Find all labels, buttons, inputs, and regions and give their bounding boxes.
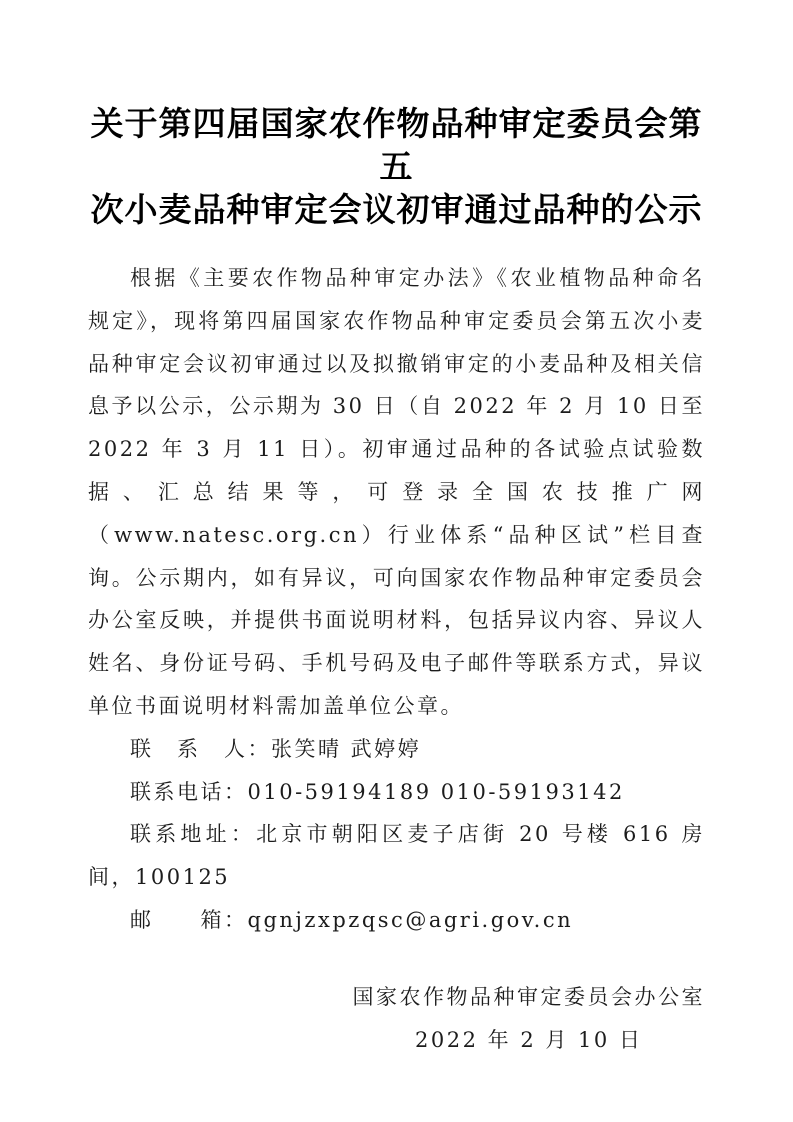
signature-office: 国家农作物品种审定委员会办公室 xyxy=(352,984,705,1009)
body-paragraph: 根据《主要农作物品种审定办法》《农业植物品种命名规定》，现将第四届国家农作物品种审定委员会第五次小麦品种审定会议初审通过以及拟撤销审定的小麦品种及相关信息予以公示，公示期为 30 日（自 2022 年 2 月 10 日至 2022 年 3 月 11 日）。初审通过品种的各试验点试验数据、汇总结果等，可登录全国农技推广网（www.natesc.org.cn）行业体系“品种区试”栏目查询。公示期内，如有异议，可向国家农作物品种审定委员会办公室反映，并提供书面说明材料，包括异议内容、异议人姓名、身份证号码、手机号码及电子邮件等联系方式，异议单位书面说明材料需加盖单位公章。 xyxy=(88,266,705,718)
contact-address-line: 联系地址：北京市朝阳区麦子店街 20 号楼 616 房间，100125 xyxy=(88,822,705,890)
title-line-1: 关于第四届国家农作物品种审定委员会第五 xyxy=(90,104,703,186)
signature-date: 2022 年 2 月 10 日 xyxy=(415,1027,643,1052)
contact-email-line: 邮 箱：qgnjzxpzqsc@agri.gov.cn xyxy=(130,907,574,932)
contact-phone-line: 联系电话：010-59194189 010-59193142 xyxy=(130,779,625,804)
signature-inner xyxy=(353,976,706,1062)
signature-block xyxy=(88,976,705,1062)
title-line-2: 次小麦品种审定会议初审通过品种的公示 xyxy=(90,190,703,229)
document-title xyxy=(88,102,705,231)
contact-person-line: 联 系 人：张笑晴 武婷婷 xyxy=(130,736,422,761)
